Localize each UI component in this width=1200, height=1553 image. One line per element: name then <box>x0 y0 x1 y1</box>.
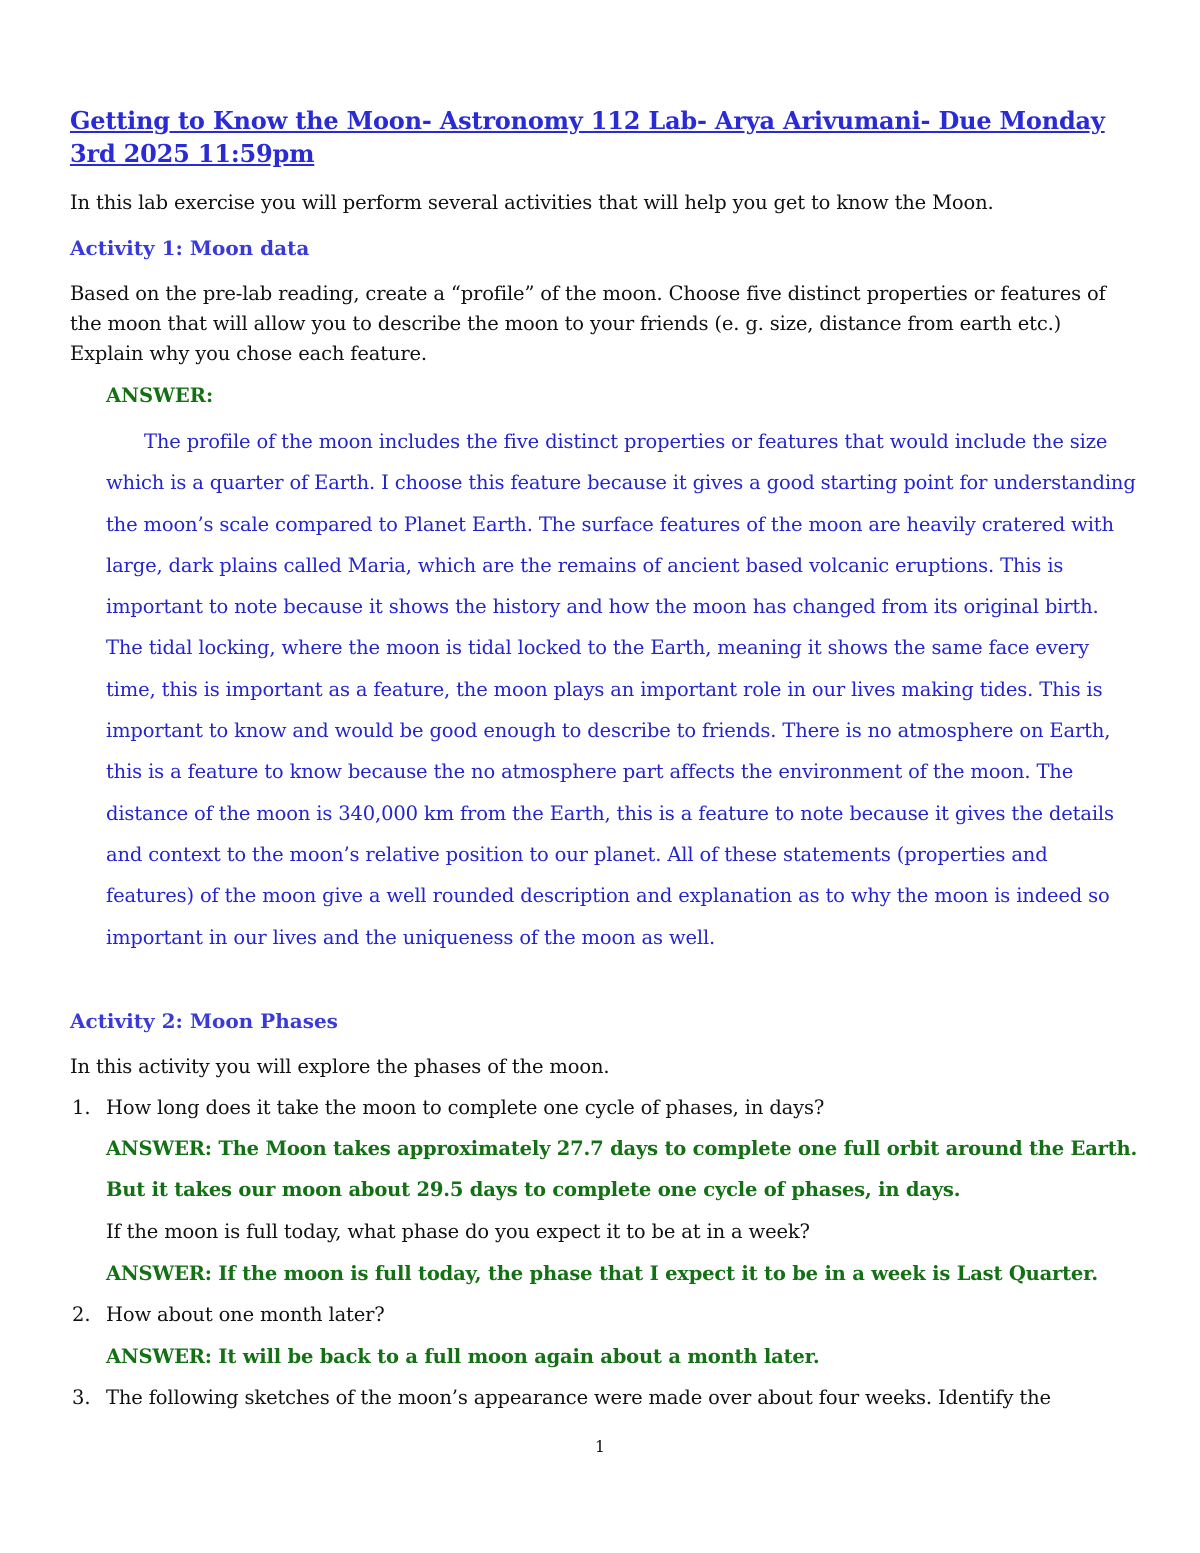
question-3-number: 3. <box>72 1386 91 1409</box>
activity1-answer-text: The profile of the moon includes the five distinct properties or features that would include the size which is a quarter of Earth. I choose this feature because it gives a good starting point for understanding the moon’s scale compared to Planet Earth. The surface features of the moon are heavily cratered with large, dark plains called Maria, which are the remains of ancient based volcanic eruptions. This is important to note because it shows the history and how the moon has changed from its original birth. The tidal locking, where the moon is tidal locked to the Earth, meaning it shows the same face every time, this is important as a feature, the moon plays an important role in our lives making tides. This is important to know and would be good enough to describe to friends. There is no atmosphere on Earth, this is a feature to know because the no atmosphere part affects the environment of the moon. The distance of the moon is 340,000 km from the Earth, this is a feature to note because it gives the details and context to the moon’s relative position to our planet. All of these statements (properties and features) of the moon give a well rounded description and explanation as to why the moon is indeed so important in our lives and the uniqueness of the moon as well. <box>106 430 1136 949</box>
question-1-followup-answer: ANSWER: If the moon is full today, the phase that I expect it to be in a week is Last Quarter. <box>106 1262 1099 1285</box>
question-2-text: How about one month later? <box>106 1303 385 1326</box>
question-1-number: 1. <box>72 1096 91 1119</box>
activity1-answer-label: ANSWER: <box>106 384 214 407</box>
question-1-followup: If the moon is full today, what phase do you expect it to be at in a week? <box>106 1220 810 1243</box>
question-1-answer-line1: ANSWER: The Moon takes approximately 27.7 days to complete one full orbit around the Earth. <box>106 1137 1138 1160</box>
activity1-prompt: Based on the pre-lab reading, create a “profile” of the moon. Choose five distinct properties or features of the moon that will allow you to describe the moon to your friends (e. g. size, distance from earth etc.) Explain why you chose each feature. <box>70 282 1106 365</box>
document-title: Getting to Know the Moon- Astronomy 112 Lab- Arya Arivumani- Due Monday 3rd 2025 11:59pm <box>70 106 1105 168</box>
question-1-text: How long does it take the moon to complete one cycle of phases, in days? <box>106 1096 825 1119</box>
question-3-text: The following sketches of the moon’s appearance were made over about four weeks. Identify the <box>106 1386 1051 1409</box>
page-number: 1 <box>594 1437 606 1456</box>
activity2-heading: Activity 2: Moon Phases <box>70 1009 338 1033</box>
question-1-answer-line2: But it takes our moon about 29.5 days to complete one cycle of phases, in days. <box>106 1178 961 1201</box>
question-2-number: 2. <box>72 1303 91 1326</box>
intro-paragraph: In this lab exercise you will perform several activities that will help you get to know the Moon. <box>70 191 994 214</box>
question-2-answer: ANSWER: It will be back to a full moon again about a month later. <box>106 1345 820 1368</box>
activity2-intro: In this activity you will explore the phases of the moon. <box>70 1055 610 1078</box>
activity1-heading: Activity 1: Moon data <box>70 236 310 260</box>
